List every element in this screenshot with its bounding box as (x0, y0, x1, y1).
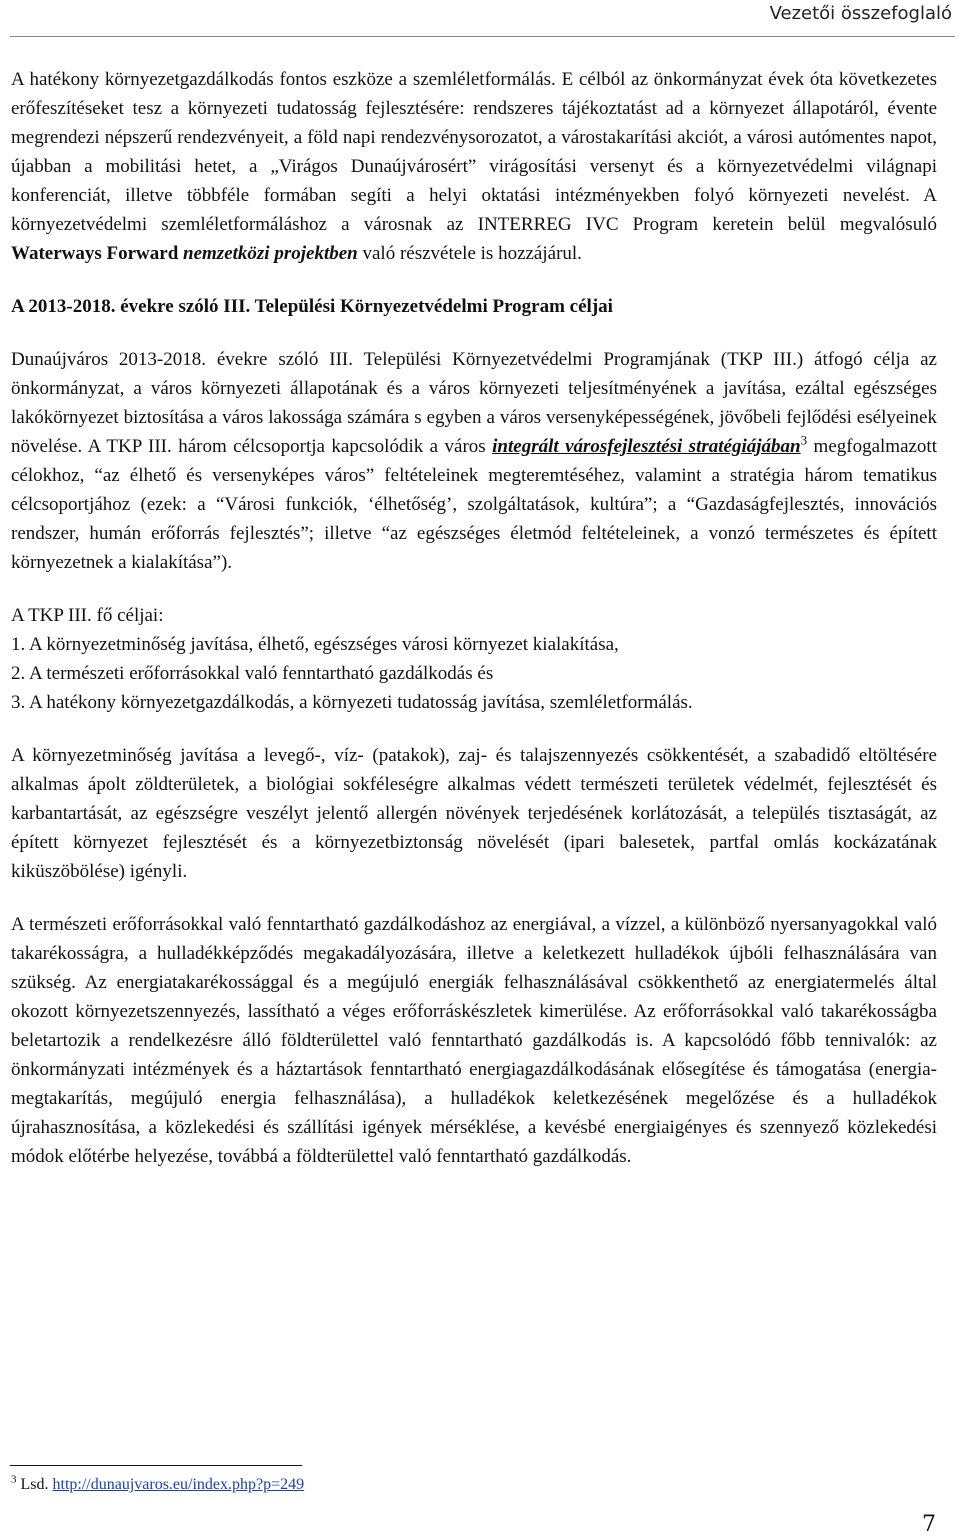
goal-item: 3. A hatékony környezetgazdálkodás, a környezeti tudatosság javítása, szemléletformálás. (11, 692, 693, 713)
tkp-text-1: Dunaújváros 2013-2018. évekre szóló III. Települési Környezetvédelmi Programjának (TKP III.) átfogó célja az önkormányzat, a város környezeti állapotának és a város környezeti teljesítményének a javítása, ezáltal egészséges lakókörnyezet biztosítása a város lakossága számára s egyben a város versenyképességének, jövőbeli fejlődési esélyeinek növelése. A TKP III. három célcsoportja kapcsolódik a város (11, 349, 937, 457)
tkp-text-2: megfogalmazott célokhoz, “az élhető és versenyképes város” feltételeinek megteremtéséhez, valamint a stratégia három tematikus célcsoportjához (ezek: a “Városi funkciók, ‘élhetőség’, szolgáltatások, kultúra”; a “Gazdaságfejlesztés, innovációs rendszer, humán erőforrás fejlesztés”; illetve “az egészséges életmód feltételeinek, a vonzó természetes és épített környezetnek a kialakítása”). (11, 436, 937, 573)
goals-list (11, 601, 937, 717)
project-type: nemzetközi projektben (183, 243, 358, 264)
page-header (0, 0, 960, 40)
header-divider (10, 36, 955, 37)
section-heading: A 2013-2018. évekre szóló III. Települési Környezetvédelmi Program céljai (11, 296, 613, 317)
footnote-number: 3 (11, 1473, 17, 1486)
intro-text-1: A hatékony környezetgazdálkodás fontos eszköze a szemléletformálás. E célból az önkormányzat évek óta következetes erőfeszítéseket tesz a környezeti tudatosság fejlesztésére: rendszeres tájékoztatást ad a környezet állapotáról, évente megrendezi népszerű rendezvényeit, a föld napi rendezvénysorozatot, a várostakarítási akciót, a városi autómentes napot, újabban a mobilitási hetet, a „Virágos Dunaújvárosért” virágosítási versenyt és a környezetvédelmi világnapi konferenciát, illetve többféle formában segíti a helyi oktatási intézményekben folyó környezeti nevelést. A környezetvédelmi szemléletformáláshoz a városnak az INTERREG IVC Program keretein belül megvalósuló (11, 69, 937, 235)
intro-paragraph (11, 65, 937, 268)
page-number: 7 (922, 1512, 936, 1537)
footnote-lead: Lsd. (16, 1476, 53, 1493)
footnote-divider (10, 1465, 302, 1466)
tkp-paragraph (11, 345, 937, 577)
footnote (11, 1474, 304, 1496)
strategy-emphasis: integrált városfejlesztési stratégiájában (492, 436, 801, 457)
header-title: Vezetői összefoglaló (769, 3, 952, 24)
footnote-link[interactable]: http://dunaujvaros.eu/index.php?p=249 (52, 1476, 305, 1493)
footnote-ref[interactable]: 3 (800, 432, 808, 448)
project-name: Waterways Forward (11, 243, 179, 264)
goals-title: A TKP III. fő céljai: (11, 605, 164, 626)
page-body (11, 65, 937, 1171)
intro-text-2: való részvétele is hozzájárul. (357, 243, 582, 264)
resources-paragraph: A természeti erőforrásokkal való fenntartható gazdálkodáshoz az energiával, a vízzel, a különböző nyersanyagokkal való takarékosságra, a hulladékképződés megakadályozására, illetve a keletkezett hulladékok újbóli felhasználására van szükség. Az energiatakarékossággal és a megújuló energiák felhasználásával csökkenthető az energiatermelés által okozott környezetszennyezés, lassítható a véges erőforráskészletek kimerülése. Az erőforrásokkal való takarékosságba beletartozik a rendelkezésre álló földterülettel való fenntartható gazdálkodás is. A kapcsolódó főbb tennivalók: az önkormányzati intézmények és a háztartások fenntartható energiagazdálkodásának elősegítése és támogatása (energia-megtakarítás, megújuló energia felhasználása), a hulladékok keletkezésének megelőzése és a hulladékok újrahasznosítása, a közlekedési és szállítási igények mérséklése, a kevésbé energiaigényes és szennyező közlekedési módok előtérbe helyezése, továbbá a földterülettel való fenntartható gazdálkodás. (11, 914, 937, 1167)
goal-item: 2. A természeti erőforrásokkal való fenntartható gazdálkodás és (11, 663, 494, 684)
environment-paragraph: A környezetminőség javítása a levegő-, víz- (patakok), zaj- és talajszennyezés csökkentését, a szabadidő eltöltésére alkalmas ápolt zöldterületek, a biológiai sokféleségre alkalmas védett természeti területek védelmét, fejlesztését és karbantartását, az egészségre veszélyt jelentő allergén növények terjedésének korlátozását, a település tisztaságát, az épített környezet fejlesztését és a környezetbiztonság növelését (ipari balesetek, partfal omlás kockázatának kiküszöbölése) igényli. (11, 745, 937, 882)
goal-item: 1. A környezetminőség javítása, élhető, egészséges városi környezet kialakítása, (11, 634, 619, 655)
